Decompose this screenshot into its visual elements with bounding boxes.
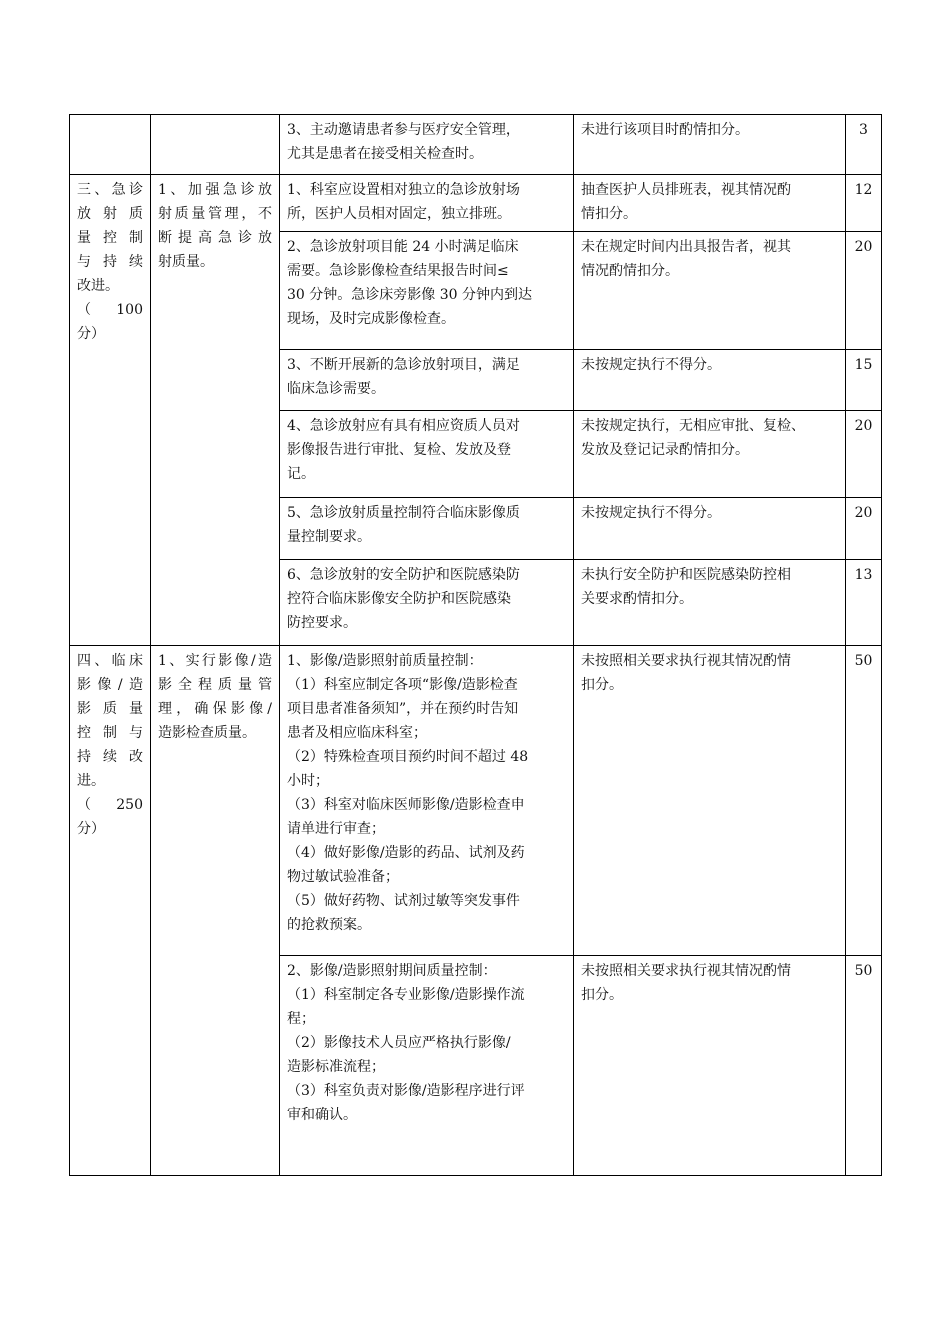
standard-text: 1、加强急诊放: [158, 182, 272, 198]
item-text: （1）科室应制定各项“影像/造影检查: [287, 677, 518, 693]
item-text: 影像报告进行审批、复检、发放及登: [287, 442, 511, 458]
evaluation-table: [69, 114, 882, 1176]
method-text: 未进行该项目时酌情扣分。: [581, 122, 749, 138]
category-cell: [70, 115, 151, 175]
method-text: 未在规定时间内出具报告者，视其: [581, 239, 791, 255]
item-text: （3）科室负责对影像/造影程序进行评: [287, 1083, 525, 1099]
item-text: 审和确认。: [287, 1107, 357, 1123]
item-text: 防控要求。: [287, 615, 357, 631]
item-text: 3、主动邀请患者参与医疗安全管理，: [287, 122, 520, 138]
method-text: 扣分。: [581, 987, 623, 1003]
method-text: 未按规定执行不得分。: [581, 505, 721, 521]
category-text: 三、急诊: [77, 182, 143, 198]
method-text: 抽查医护人员排班表，视其情况酌: [581, 182, 791, 198]
category-text: 放射质: [77, 206, 143, 222]
item-cell: [280, 232, 574, 350]
score-cell: 13: [846, 560, 882, 646]
item-cell: [280, 350, 574, 411]
item-text: 控符合临床影像安全防护和医院感染: [287, 591, 511, 607]
item-text: 项目患者准备须知”，并在预约时告知: [287, 701, 519, 717]
category-text: 持续改: [77, 749, 143, 765]
item-text: 1、影像/造影照射前质量控制：: [287, 653, 483, 669]
standard-text: 射质量。: [158, 254, 214, 270]
item-cell: [280, 646, 574, 956]
method-text: 未按照相关要求执行视其情况酌情: [581, 653, 791, 669]
item-text: 临床急诊需要。: [287, 381, 385, 397]
method-text: 情况酌情扣分。: [581, 263, 679, 279]
item-text: 现场，及时完成影像检查。: [287, 311, 455, 327]
item-cell: [280, 560, 574, 646]
method-text: 未按规定执行不得分。: [581, 357, 721, 373]
standard-text: 1、实行影像/造: [158, 653, 272, 669]
method-cell: [574, 350, 846, 411]
category-text: 与持续: [77, 254, 143, 270]
table-row: [70, 175, 882, 232]
score-cell: 50: [846, 646, 882, 956]
score-cell: 20: [846, 498, 882, 560]
category-text: 四、临床: [77, 653, 143, 669]
method-text: 情扣分。: [581, 206, 637, 222]
item-text: 记。: [287, 466, 315, 482]
category-text: （100 分）: [77, 302, 148, 342]
item-cell: [280, 115, 574, 175]
score-cell: 20: [846, 232, 882, 350]
standard-cell: [151, 175, 280, 646]
score-cell: 3: [846, 115, 882, 175]
item-text: （1）科室制定各专业影像/造影操作流: [287, 987, 525, 1003]
item-text: 小时；: [287, 773, 329, 789]
method-cell: [574, 411, 846, 498]
standard-cell: [151, 115, 280, 175]
method-cell: [574, 956, 846, 1176]
item-text: 物过敏试验准备；: [287, 869, 399, 885]
item-text: （2）影像技术人员应严格执行影像/: [287, 1035, 511, 1051]
standard-text: 断提高急诊放: [158, 230, 272, 246]
method-text: 扣分。: [581, 677, 623, 693]
method-cell: [574, 115, 846, 175]
category-text: 改进。: [77, 278, 119, 294]
method-text: 未按规定执行，无相应审批、复检、: [581, 418, 805, 434]
item-text: （4）做好影像/造影的药品、试剂及药: [287, 845, 525, 861]
item-text: 2、影像/造影照射期间质量控制：: [287, 963, 497, 979]
method-text: 发放及登记记录酌情扣分。: [581, 442, 749, 458]
category-cell: [70, 175, 151, 646]
category-cell: [70, 646, 151, 1176]
method-text: 关要求酌情扣分。: [581, 591, 693, 607]
item-text: 量控制要求。: [287, 529, 371, 545]
item-text: 的抢救预案。: [287, 917, 371, 933]
item-text: 造影标准流程；: [287, 1059, 385, 1075]
item-text: 请单进行审查；: [287, 821, 385, 837]
method-cell: [574, 232, 846, 350]
item-text: 需要。急诊影像检查结果报告时间≤: [287, 263, 509, 279]
category-text: 影质量: [77, 701, 143, 717]
category-text: 控制与: [77, 725, 143, 741]
category-text: 影像/造: [77, 677, 143, 693]
item-text: 所，医护人员相对固定，独立排班。: [287, 206, 511, 222]
score-cell: 12: [846, 175, 882, 232]
item-text: 5、急诊放射质量控制符合临床影像质: [287, 505, 520, 521]
standard-cell: [151, 646, 280, 1176]
score-cell: 50: [846, 956, 882, 1176]
item-text: 程；: [287, 1011, 315, 1027]
item-cell: [280, 956, 574, 1176]
method-cell: [574, 175, 846, 232]
standard-text: 理，确保影像/: [158, 701, 272, 717]
item-text: 3、不断开展新的急诊放射项目，满足: [287, 357, 520, 373]
item-text: 6、急诊放射的安全防护和医院感染防: [287, 567, 520, 583]
item-text: （3）科室对临床医师影像/造影检查申: [287, 797, 525, 813]
standard-text: 射质量管理，不: [158, 206, 272, 222]
standard-text: 影全程质量管: [158, 677, 272, 693]
item-text: 尤其是患者在接受相关检查时。: [287, 146, 483, 162]
item-text: （5）做好药物、试剂过敏等突发事件: [287, 893, 520, 909]
method-text: 未按照相关要求执行视其情况酌情: [581, 963, 791, 979]
item-cell: [280, 411, 574, 498]
method-text: 未执行安全防护和医院感染防控相: [581, 567, 791, 583]
category-text: （250 分）: [77, 797, 148, 837]
category-text: 量控制: [77, 230, 143, 246]
standard-text: 造影检查质量。: [158, 725, 256, 741]
score-cell: 15: [846, 350, 882, 411]
table-row: [70, 646, 882, 956]
item-text: 4、急诊放射应有具有相应资质人员对: [287, 418, 520, 434]
method-cell: [574, 646, 846, 956]
method-cell: [574, 560, 846, 646]
score-cell: 20: [846, 411, 882, 498]
method-cell: [574, 498, 846, 560]
item-text: 30 分钟。急诊床旁影像 30 分钟内到达: [287, 287, 532, 303]
item-text: 2、急诊放射项目能 24 小时满足临床: [287, 239, 519, 255]
item-text: 患者及相应临床科室；: [287, 725, 427, 741]
category-text: 进。: [77, 773, 105, 789]
item-cell: [280, 175, 574, 232]
item-text: 1、科室应设置相对独立的急诊放射场: [287, 182, 520, 198]
item-cell: [280, 498, 574, 560]
table-row: [70, 115, 882, 175]
item-text: （2）特殊检查项目预约时间不超过 48: [287, 749, 529, 765]
